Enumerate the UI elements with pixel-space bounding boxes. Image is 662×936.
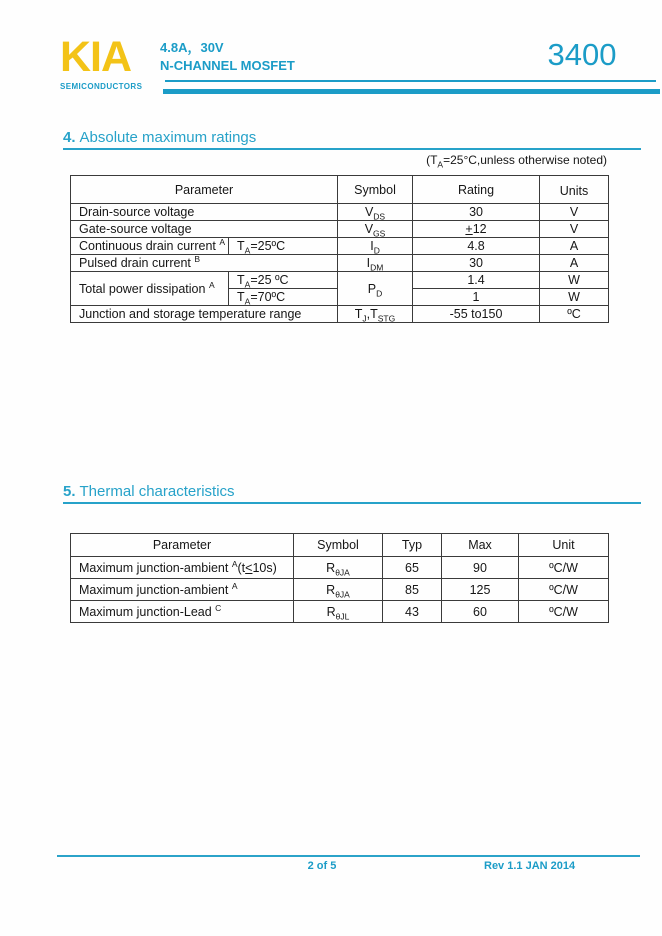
rating-cell: 1 <box>413 289 540 306</box>
units-cell: ºC <box>540 306 609 323</box>
units-cell: A <box>540 255 609 272</box>
table-row <box>71 601 609 623</box>
table-row <box>71 579 609 601</box>
table-row <box>71 255 609 272</box>
col-header-symbol: Symbol <box>338 176 413 204</box>
rating-cell: 1.4 <box>413 272 540 289</box>
param-cell: Junction and storage temperature range <box>71 306 338 323</box>
device-rating-line: 4.8A，30V <box>160 40 224 55</box>
rating-cell: +12 <box>413 221 540 238</box>
section5-underline <box>63 502 641 504</box>
device-subtitle <box>160 39 295 75</box>
rating-cell: 30 <box>413 204 540 221</box>
page-indicator: 2 of 5 <box>307 860 337 872</box>
rating-cell: -55 to150 <box>413 306 540 323</box>
symbol-cell: $T_J,T_{STG}$ <box>338 306 413 323</box>
kia-logo: KIA <box>60 33 132 81</box>
table-header-row <box>71 176 609 204</box>
table-row <box>71 221 609 238</box>
col-header-parameter: Parameter <box>71 534 294 557</box>
unit-cell: ºC/W <box>519 579 609 601</box>
max-cell: 90 <box>442 557 519 579</box>
condition-cell: $T_A=25$ ºC <box>229 272 338 289</box>
col-header-unit: Unit <box>519 534 609 557</box>
units-cell: V <box>540 204 609 221</box>
table-row <box>71 557 609 579</box>
col-header-symbol: Symbol <box>294 534 383 557</box>
symbol-cell: $V_{GS}$ <box>338 221 413 238</box>
section4-title-text: Absolute maximum ratings <box>79 129 257 146</box>
symbol-cell: $I_{DM}$ <box>338 255 413 272</box>
col-header-parameter: Parameter <box>71 176 338 204</box>
kia-logo-subtext: SEMICONDUCTORS <box>60 82 143 91</box>
revision-label: Rev 1.1 JAN 2014 <box>484 860 576 872</box>
thermal-characteristics-table <box>70 533 609 623</box>
unit-cell: ºC/W <box>519 557 609 579</box>
table1-condition-note: ($T_A=25^\circ C,unless$ otherwise noted) <box>426 153 607 170</box>
col-header-units: Units <box>540 176 609 204</box>
symbol-cell: $I_D$ <box>338 238 413 255</box>
section5-title-text: Thermal characteristics <box>79 483 235 500</box>
part-number: 3400 <box>547 37 617 72</box>
table-row <box>71 272 609 289</box>
units-cell: V <box>540 221 609 238</box>
typ-cell: 65 <box>383 557 442 579</box>
col-header-typ: Typ <box>383 534 442 557</box>
symbol-cell: $R_{\theta JA}$ <box>294 579 383 601</box>
unit-cell: ºC/W <box>519 601 609 623</box>
param-cell: Continuous drain current $^A$ <box>71 238 229 255</box>
units-cell: W <box>540 272 609 289</box>
section5-number: 5. <box>63 483 76 500</box>
max-cell: 60 <box>442 601 519 623</box>
param-cell: Total power dissipation $^A$ <box>71 272 229 306</box>
param-cell: Drain-source voltage <box>71 204 338 221</box>
section4-title <box>63 129 256 146</box>
device-type-line: N-CHANNEL MOSFET <box>160 58 295 73</box>
table-row <box>71 238 609 255</box>
rating-cell: 4.8 <box>413 238 540 255</box>
absolute-maximum-ratings-table <box>70 175 609 323</box>
symbol-cell: $P_D$ <box>338 272 413 306</box>
param-cell: Gate-source voltage <box>71 221 338 238</box>
table-row <box>71 306 609 323</box>
typ-cell: 85 <box>383 579 442 601</box>
table-header-row <box>71 534 609 557</box>
symbol-cell: $V_{DS}$ <box>338 204 413 221</box>
symbol-cell: $R_{\theta JL}$ <box>294 601 383 623</box>
col-header-max: Max <box>442 534 519 557</box>
col-header-rating: Rating <box>413 176 540 204</box>
section5-title <box>63 483 235 500</box>
param-cell: Pulsed drain current $^B$ <box>71 255 338 272</box>
rating-cell: 30 <box>413 255 540 272</box>
table-row <box>71 204 609 221</box>
footer-rule <box>57 855 640 857</box>
units-cell: W <box>540 289 609 306</box>
typ-cell: 43 <box>383 601 442 623</box>
section4-number: 4. <box>63 129 76 146</box>
symbol-cell: $R_{\theta JA}$ <box>294 557 383 579</box>
section4-underline <box>63 148 641 150</box>
units-cell: A <box>540 238 609 255</box>
max-cell: 125 <box>442 579 519 601</box>
param-cell: Maximum junction-ambient $^A$(t<10s) <box>71 557 294 579</box>
param-cell: Maximum junction-Lead $^C$ <box>71 601 294 623</box>
param-cell: Maximum junction-ambient $^A$ <box>71 579 294 601</box>
condition-cell: $T_A=70ºC$ <box>229 289 338 306</box>
condition-cell: $T_A=25ºC$ <box>229 238 338 255</box>
header-rule-thin <box>165 80 656 82</box>
header-rule-thick <box>163 89 660 94</box>
